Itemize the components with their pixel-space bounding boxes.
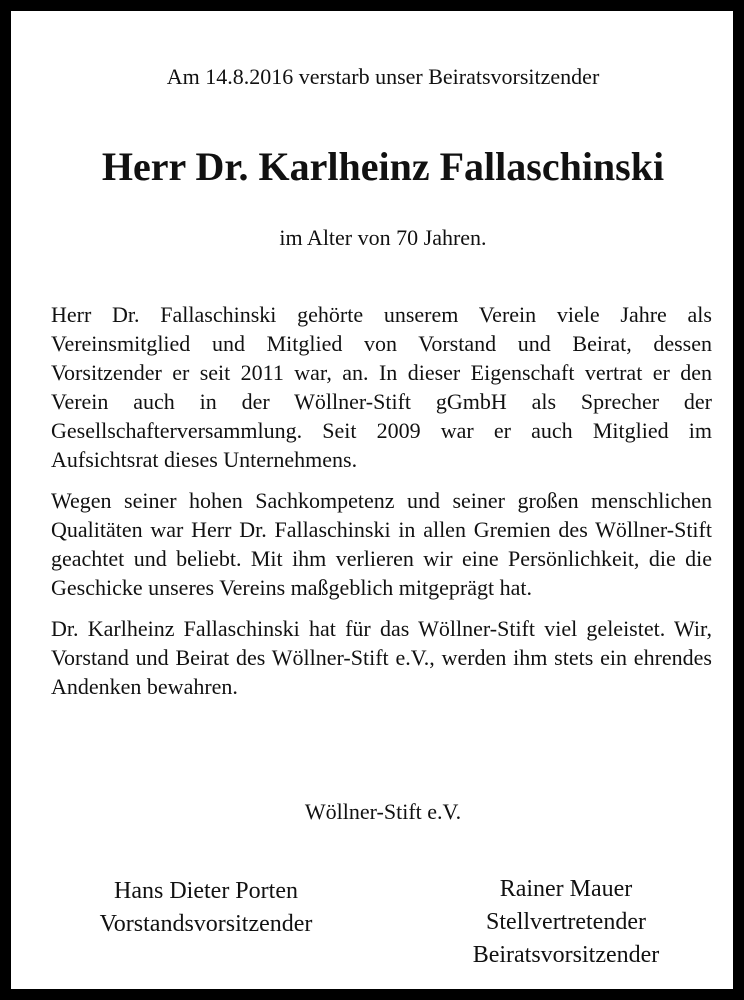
paragraph: Wegen seiner hohen Sachkompetenz und seiner großen menschlichen Qualitäten war Herr Dr. Fallaschinski in allen Gremien des Wöllner-Stift geachtet und beliebt. Mit ihm verlieren wir eine Persönlichkeit, die die Geschicke unseres Vereins maßgeblich mitgeprägt hat. <box>51 488 712 600</box>
paragraph: Herr Dr. Fallaschinski gehörte unserem Verein viele Jahre als Vereinsmitglied und Mitglied von Vorstand und Beirat, dessen Vorsitzender er seit 2011 war, an. In dieser Eigenschaft vertrat er den Verein auch in der Wöllner-Stift gGmbH als Sprecher der Gesellschafterversammlung. Seit 2009 war er auch Mitglied im Aufsichtsrat dieses Unternehmens. <box>51 302 712 472</box>
intro-line: Am 14.8.2016 verstarb unser Beiratsvorsitzender <box>166 64 600 89</box>
signature-block-right <box>436 873 696 972</box>
body-text <box>51 300 712 713</box>
signatory-role: Beiratsvorsitzender <box>472 942 660 968</box>
signature-block-left <box>71 875 341 941</box>
deceased-name: Herr Dr. Karlheinz Fallaschinski <box>101 144 665 189</box>
paragraph: Dr. Karlheinz Fallaschinski hat für das Wöllner-Stift viel geleistet. Wir, Vorstand und Beirat des Wöllner-Stift e.V., werden ihm stets ein ehrendes Andenken bewahren. <box>51 616 712 699</box>
signatory-role: Stellvertretender <box>486 909 646 935</box>
organization-name: Wöllner-Stift e.V. <box>304 799 462 824</box>
signatory-name: Hans Dieter Porten <box>114 878 298 904</box>
signatory-name: Rainer Mauer <box>499 876 633 902</box>
signatory-role: Vorstandsvorsitzender <box>99 911 313 937</box>
age-line: im Alter von 70 Jahren. <box>279 225 487 250</box>
